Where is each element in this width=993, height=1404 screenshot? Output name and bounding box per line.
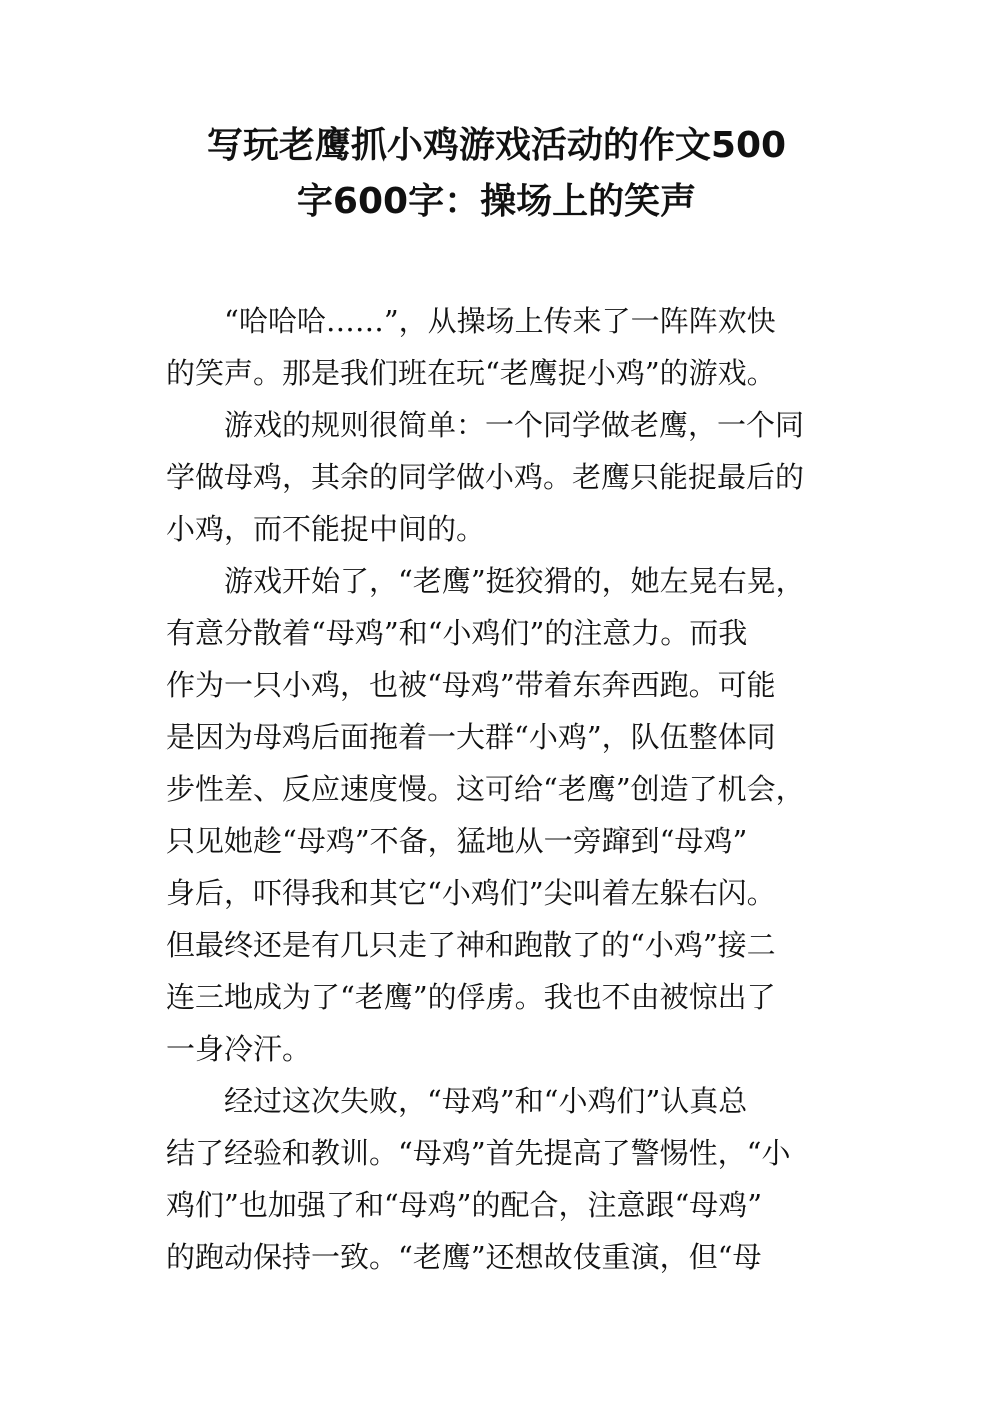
body-text-line: 结了经验和教训。“母鸡”首先提高了警惕性，“小 (166, 1136, 791, 1170)
body-text-line: 学做母鸡，其余的同学做小鸡。老鹰只能捉最后的 (166, 460, 805, 494)
body-text-line: 游戏开始了，“老鹰”挺狡猾的，她左晃右晃， (224, 564, 805, 598)
body-text-line: 连三地成为了“老鹰”的俘虏。我也不由被惊出了 (166, 980, 776, 1014)
body-text-line: 但最终还是有几只走了神和跑散了的“小鸡”接二 (166, 928, 776, 962)
body-text-line: 作为一只小鸡，也被“母鸡”带着东奔西跑。可能 (166, 668, 776, 702)
body-text-line: 只见她趁“母鸡”不备，猛地从一旁蹿到“母鸡” (166, 824, 748, 858)
body-text-line: “哈哈哈……”，从操场上传来了一阵阵欢快 (224, 304, 776, 338)
body-text-line: 有意分散着“母鸡”和“小鸡们”的注意力。而我 (166, 616, 748, 650)
body-text-line: 步性差、反应速度慢。这可给“老鹰”创造了机会， (166, 772, 805, 806)
body-text-line: 是因为母鸡后面拖着一大群“小鸡”，队伍整体同 (166, 720, 776, 754)
body-text-line: 一身冷汗。 (166, 1032, 312, 1066)
body-text-line: 游戏的规则很简单：一个同学做老鹰，一个同 (224, 408, 805, 442)
body-text-line: 身后，吓得我和其它“小鸡们”尖叫着左躲右闪。 (166, 876, 776, 910)
body-text-line: 小鸡，而不能捉中间的。 (166, 512, 486, 546)
body-text-line: 经过这次失败，“母鸡”和“小鸡们”认真总 (224, 1084, 748, 1118)
body-text-line: 的笑声。那是我们班在玩“老鹰捉小鸡”的游戏。 (166, 356, 776, 390)
title-line: 写玩老鹰抓小鸡游戏活动的作文500 (206, 125, 787, 166)
body-text-line: 的跑动保持一致。“老鹰”还想故伎重演，但“母 (166, 1240, 762, 1274)
body-text-line: 鸡们”也加强了和“母鸡”的配合，注意跟“母鸡” (166, 1188, 763, 1222)
title-line: 字600字：操场上的笑声 (296, 181, 697, 222)
document-title (150, 118, 843, 230)
document-body (166, 295, 836, 1283)
